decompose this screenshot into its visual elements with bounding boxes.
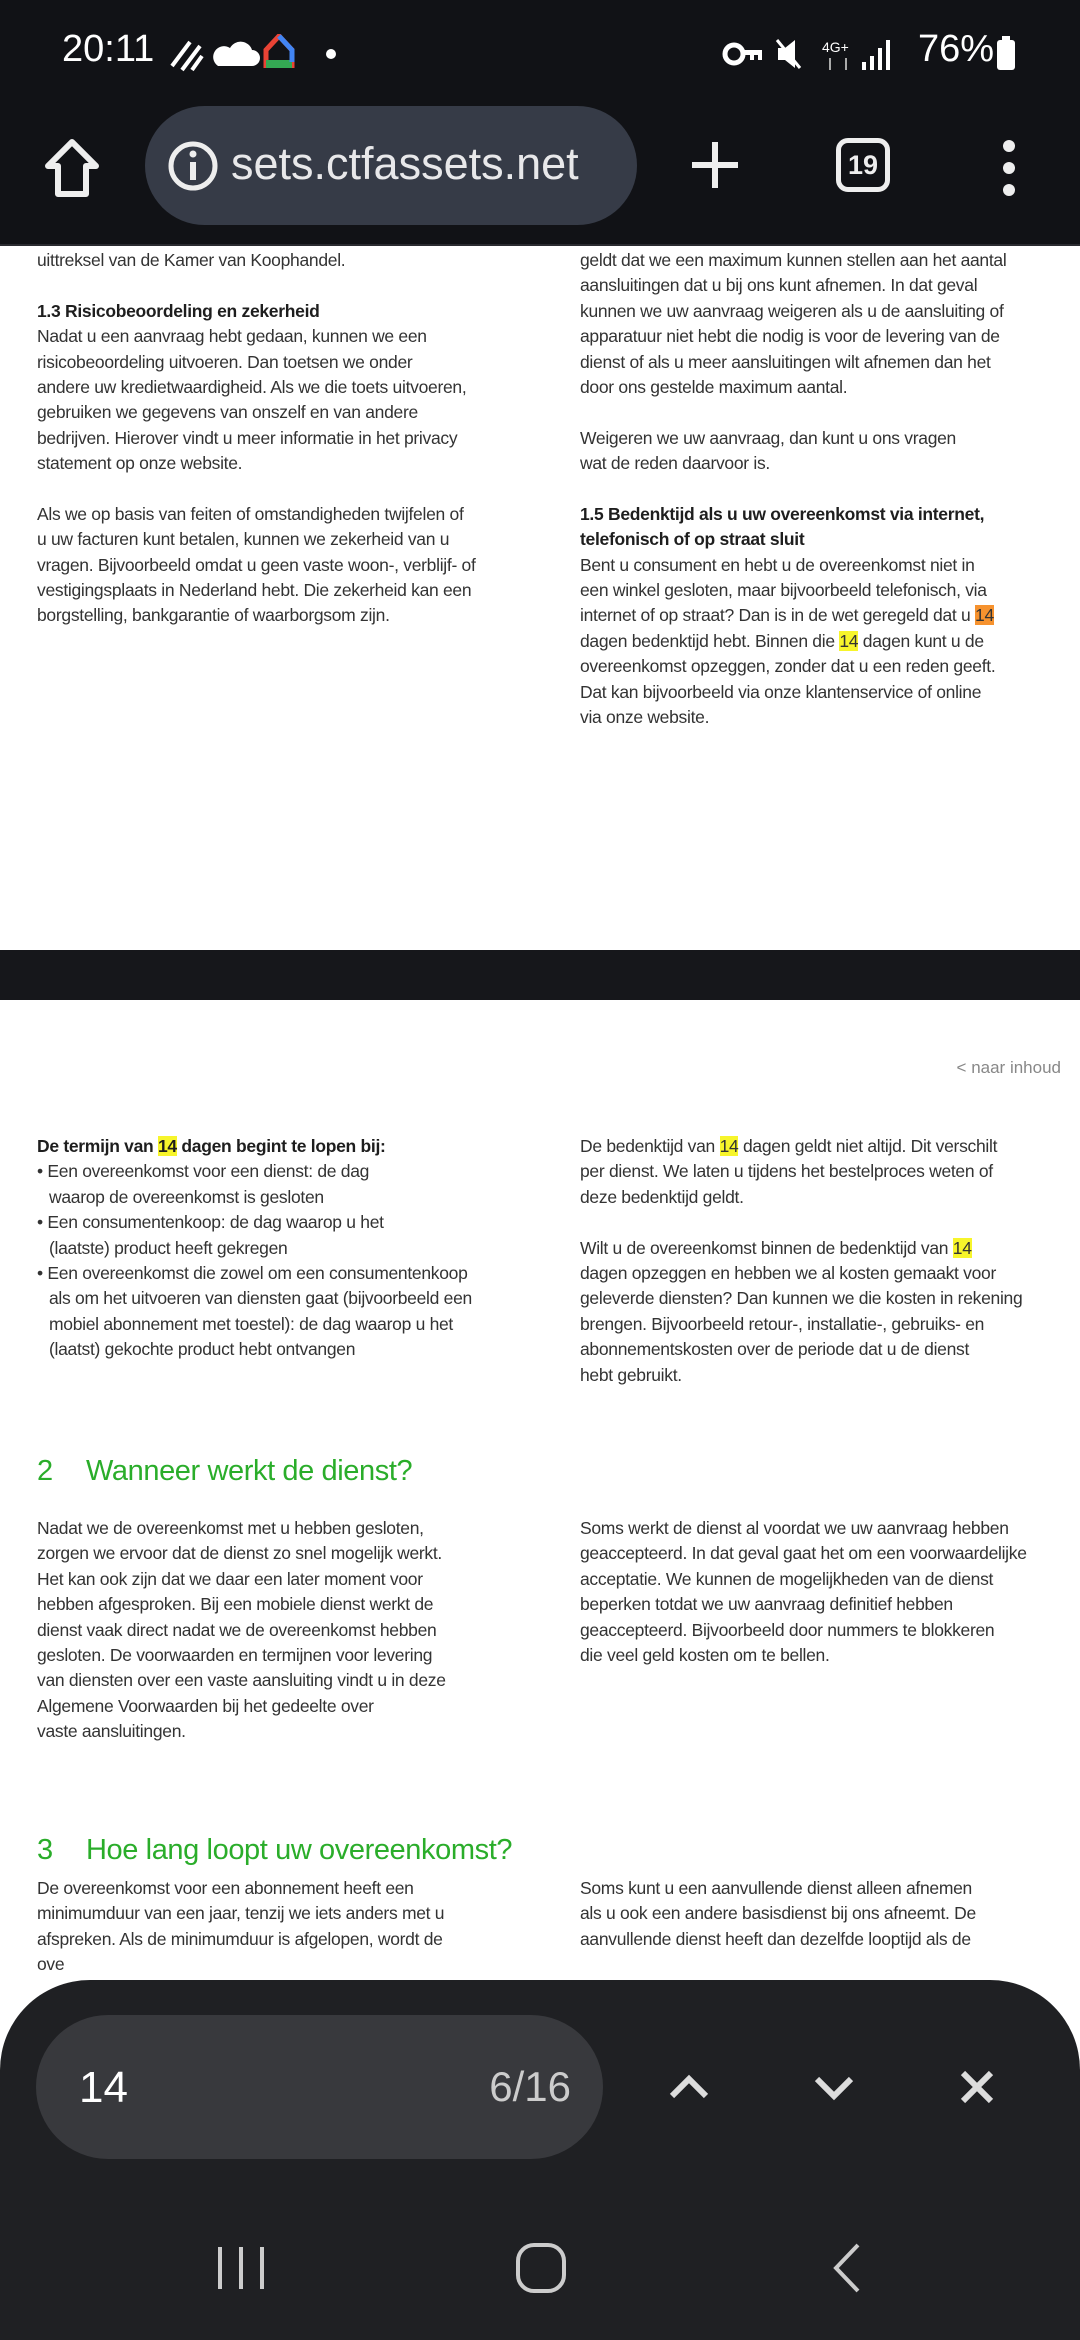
section-number: 3 [37, 1834, 53, 1866]
find-in-page-bar [0, 1980, 1080, 2195]
text-line: geaccepteerd. Bijvoorbeeld door nummers te blokkeren [580, 1619, 995, 1640]
more-options-icon[interactable] [996, 138, 1022, 198]
text-line [580, 629, 1080, 654]
text-line: zorgen we ervoor dat de dienst zo snel mogelijk werkt. [37, 1543, 442, 1564]
text-line [580, 603, 1080, 628]
text-segment: 1.5 Bedenktijd als u uw overeenkomst via internet, [580, 503, 985, 524]
text-line: minimumduur van een jaar, tenzij we iets anders met u [37, 1903, 445, 1924]
text-line: apparatuur niet hebt die nodig is voor de levering van de [580, 326, 1000, 347]
vpn-key-icon [742, 50, 762, 60]
cloud-icon [213, 42, 260, 66]
right-column [580, 248, 1080, 730]
network-type: 4G+ [822, 39, 849, 55]
text-line: van diensten over een vaste aansluiting vindt u in deze [37, 1670, 446, 1691]
text-segment: mobiel abonnement met toestel): de dag waarop u het [49, 1313, 453, 1334]
text-segment: • Een overeenkomst voor een dienst: de dag [37, 1161, 370, 1182]
text-line: deze bedenktijd geldt. [580, 1186, 744, 1207]
text-line: dagen opzeggen en hebben we al kosten gemaakt voor [580, 1262, 997, 1283]
text-line: een winkel gesloten, maar bijvoorbeeld telefonisch, via [580, 580, 987, 601]
back-to-contents-link[interactable]: < naar inhoud [956, 1058, 1061, 1077]
text-line [37, 1236, 557, 1261]
text-line [37, 1185, 557, 1210]
text-line: bedrijven. Hierover vindt u meer informatie in het privacy [37, 427, 458, 448]
text-line: brengen. Bijvoorbeeld retour-, installatie-, gebruiks- en [580, 1313, 985, 1334]
text-line [580, 1134, 1080, 1159]
home-nav-icon[interactable] [514, 2241, 568, 2295]
text-line: die veel geld kosten om te bellen. [580, 1644, 830, 1665]
text-line: dienst of als u meer aansluitingen wilt afnemen dan het [580, 351, 991, 372]
section-2-right [580, 1516, 1080, 1668]
text-line: overeenkomst opzeggen, zonder dat u een reden geeft. [580, 656, 996, 677]
text-line [580, 477, 1080, 502]
text-line [580, 400, 1080, 425]
text-segment: Wilt u de overeenkomst binnen de bedenktijd van [580, 1237, 953, 1258]
text-line: via onze website. [580, 707, 710, 728]
text-line: Als we op basis van feiten of omstandigheden twijfelen of [37, 503, 464, 524]
text-line: abonnementskosten over de periode dat u de dienst [580, 1339, 970, 1360]
text-line: Nadat u een aanvraag hebt gedaan, kunnen we een [37, 326, 427, 347]
info-icon[interactable] [167, 140, 219, 192]
home-icon[interactable] [40, 136, 104, 200]
text-line: borgstelling, bankgarantie of waarborgsom zijn. [37, 605, 390, 626]
text-line: geleverde diensten? Dan kunnen we die kosten in rekening [580, 1288, 1023, 1309]
text-line [37, 477, 557, 502]
text-segment: (laatste) product heeft gekregen [49, 1237, 288, 1258]
text-line: kunnen we uw aanvraag weigeren als u de aansluiting of [580, 300, 1004, 321]
text-segment: dagen begint te lopen bij: [176, 1136, 386, 1156]
tab-switcher-button[interactable]: 19 [836, 138, 890, 192]
section-2-heading [37, 1455, 412, 1488]
text-line: De overeenkomst voor een abonnement heeft een [37, 1878, 414, 1898]
current-search-match: 14 [975, 605, 994, 626]
battery-percent: 76% [917, 28, 994, 70]
text-line [580, 527, 1080, 552]
text-line [37, 1312, 557, 1337]
text-line [37, 1210, 557, 1235]
text-line [37, 1159, 557, 1184]
text-line [37, 273, 557, 298]
address-bar[interactable] [145, 106, 637, 225]
text-line [37, 1261, 557, 1286]
text-line: hebben afgesproken. Bij een mobiele dienst werkt de [37, 1594, 434, 1615]
text-line: dienst vaak direct nadat we de overeenkomst hebben [37, 1619, 437, 1640]
text-line: Nadat we de overeenkomst met u hebben gesloten, [37, 1518, 424, 1538]
recent-apps-icon[interactable] [214, 2243, 268, 2293]
text-line: wat de reden daarvoor is. [580, 453, 770, 474]
pdf-page-1 [0, 240, 1080, 950]
text-line: Dat kan bijvoorbeeld via onze klantenservice of online [580, 681, 982, 702]
section-3-right [580, 1876, 1080, 1952]
section-title: Hoe lang loopt uw overeenkomst? [86, 1834, 513, 1866]
new-tab-icon[interactable] [690, 140, 740, 190]
text-line: gesloten. De voorwaarden en termijnen voor levering [37, 1644, 433, 1665]
back-icon[interactable] [826, 2241, 866, 2295]
text-line: statement op onze website. [37, 453, 243, 474]
previous-match-icon[interactable] [654, 2052, 724, 2122]
text-segment: dagen geldt niet altijd. Dit verschilt [738, 1136, 998, 1156]
text-line [580, 1236, 1080, 1261]
search-match-highlight: 14 [839, 630, 859, 651]
text-line: Soms werkt de dienst al voordat we uw aanvraag hebben [580, 1518, 1009, 1538]
status-bar [0, 0, 1080, 100]
next-match-icon[interactable] [799, 2052, 869, 2122]
text-line: acceptatie. We kunnen de mogelijkheden van de dienst [580, 1568, 994, 1589]
intro-left-column [37, 1134, 557, 1363]
text-segment: dagen kunt u de [858, 630, 984, 651]
text-segment: (laatst) gekochte product hebt ontvangen [49, 1339, 356, 1360]
notification-icons [168, 34, 338, 74]
text-line: vestigingsplaats in Nederland hebt. Die zekerheid kan een [37, 580, 472, 601]
text-line: geaccepteerd. In dat geval gaat het om een voorwaardelijke [580, 1543, 1027, 1564]
url-text[interactable]: sets.ctfassets.net [231, 138, 579, 189]
clock: 20:11 [62, 28, 155, 70]
text-line: vaste aansluitingen. [37, 1721, 186, 1742]
text-line: ove [37, 1954, 65, 1975]
search-match-highlight: 14 [952, 1237, 972, 1258]
text-line: afspreken. Als de minimumduur is afgelopen, wordt de [37, 1928, 443, 1949]
text-line: door ons gestelde maximum aantal. [580, 376, 848, 397]
text-line: geldt dat we een maximum kunnen stellen aan het aantal [580, 250, 1007, 270]
search-match-highlight: 14 [719, 1136, 739, 1156]
text-line: andere uw kredietwaardigheid. Als we die toets uitvoeren, [37, 376, 467, 397]
section-title: Wanneer werkt de dienst? [86, 1455, 413, 1487]
text-line [580, 1210, 1080, 1235]
text-line [37, 1337, 557, 1362]
text-line: beperken totdat we uw aanvraag definitief hebben [580, 1594, 953, 1615]
battery-icon [996, 36, 1016, 70]
text-segment: waarop de overeenkomst is gesloten [49, 1186, 324, 1207]
text-line: aansluitingen dat u bij ons kunt afnemen. In dat geval [580, 275, 978, 296]
text-line: Bent u consument en hebt u de overeenkomst niet in [580, 554, 975, 575]
text-segment: telefonisch of op straat sluit [580, 529, 805, 550]
close-find-icon[interactable] [942, 2052, 1012, 2122]
text-segment: internet of op straat? Dan is in de wet geregeld dat u [580, 605, 976, 626]
find-input[interactable] [36, 2015, 603, 2159]
text-line: Weigeren we uw aanvraag, dan kunt u ons vragen [580, 427, 956, 448]
text-segment: als om het uitvoeren van diensten gaat (bijvoorbeeld een [49, 1288, 472, 1309]
text-line: hebt gebruikt. [580, 1364, 682, 1385]
match-counter: 6/16 [489, 2063, 571, 2110]
section-3-heading [37, 1834, 512, 1867]
section-3-left [37, 1876, 557, 1978]
text-line: als u ook een andere basisdienst bij ons afneemt. De [580, 1903, 976, 1924]
text-line: gebruiken we gegevens van onszelf en van andere [37, 402, 418, 423]
text-segment: • Een overeenkomst die zowel om een consumentenkoop [37, 1262, 468, 1283]
intro-right-column [580, 1134, 1080, 1388]
text-line: per dienst. We laten u tijdens het bestelproces weten of [580, 1161, 993, 1182]
text-line: uittreksel van de Kamer van Koophandel. [37, 250, 346, 270]
text-line [580, 502, 1080, 527]
text-segment: De termijn van [37, 1136, 158, 1156]
text-line: u uw facturen kunt betalen, kunnen we zekerheid van u [37, 529, 450, 550]
text-line: Het kan ook zijn dat we daar een later moment voor [37, 1568, 423, 1589]
system-status-icons [722, 32, 902, 76]
text-line: risicobeoordeling uitvoeren. Dan toetsen we onder [37, 351, 413, 372]
text-segment: • Een consumentenkoop: de dag waarop u het [37, 1212, 384, 1233]
section-2-left [37, 1516, 557, 1745]
search-match-highlight: 14 [157, 1136, 177, 1156]
text-line: Soms kunt u een aanvullende dienst alleen afnemen [580, 1878, 972, 1898]
text-line: Algemene Voorwaarden bij het gedeelte over [37, 1695, 374, 1716]
text-segment: dagen bedenktijd hebt. Binnen die [580, 630, 840, 651]
section-number: 2 [37, 1455, 53, 1487]
text-line [37, 299, 557, 324]
text-line: aanvullende dienst heeft dan dezelfde looptijd als de [580, 1928, 971, 1949]
text-segment: De bedenktijd van [580, 1136, 720, 1156]
browser-toolbar [0, 100, 1080, 246]
text-line [37, 1134, 557, 1159]
system-nav-bar [0, 2195, 1080, 2340]
left-column [37, 248, 557, 629]
text-line [37, 1286, 557, 1311]
text-line: vragen. Bijvoorbeeld omdat u geen vaste woon-, verblijf- of [37, 554, 476, 575]
find-query[interactable]: 14 [79, 2063, 128, 2112]
text-segment: 1.3 Risicobeoordeling en zekerheid [37, 300, 320, 321]
